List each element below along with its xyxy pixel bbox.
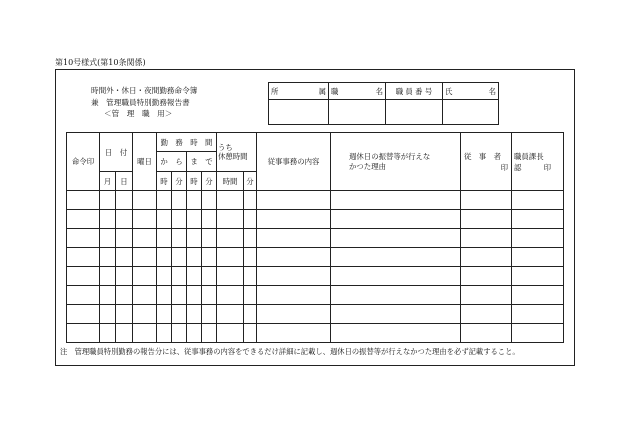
kara-fun-cell[interactable]	[172, 191, 187, 210]
made-ji-cell[interactable]	[187, 305, 202, 324]
kara-fun-cell[interactable]	[172, 324, 187, 343]
shozoku-label: 所 属	[269, 83, 329, 100]
tsuki-cell[interactable]	[100, 305, 116, 324]
jumu-naiyou-cell[interactable]	[257, 267, 331, 286]
made-ji-cell[interactable]	[187, 191, 202, 210]
kara-fun-cell[interactable]	[172, 229, 187, 248]
form-title-line3: ＜管 理 職 用＞	[104, 109, 173, 118]
tsuki-cell[interactable]	[100, 267, 116, 286]
kara-fun-header: 分	[172, 172, 187, 191]
kara-ji-cell[interactable]	[157, 248, 172, 267]
hi-cell[interactable]	[116, 229, 133, 248]
jujisha-in-cell[interactable]	[461, 210, 512, 229]
hi-cell[interactable]	[116, 267, 133, 286]
footnote: 注 管理職員特別勤務の報告分には、従事事務の内容をできるだけ詳細に記載し、週休日の振替等が行えなかつた理由を必ず記載すること。	[60, 347, 520, 356]
kara-ji-cell[interactable]	[157, 210, 172, 229]
made-fun-cell[interactable]	[202, 267, 217, 286]
table-row	[67, 248, 564, 267]
youbi-cell[interactable]	[133, 229, 157, 248]
jujisha-in-cell[interactable]	[461, 324, 512, 343]
kyukei-fun-cell[interactable]	[244, 267, 257, 286]
made-fun-header: 分	[202, 172, 217, 191]
made-ji-cell[interactable]	[187, 267, 202, 286]
table-row	[67, 305, 564, 324]
form-number: 第10号様式(第10条関係)	[55, 58, 146, 67]
table-row	[67, 324, 564, 343]
kacho-in-cell[interactable]	[512, 324, 564, 343]
main-table	[66, 132, 564, 343]
table-row	[67, 229, 564, 248]
furikae-riyu-cell[interactable]	[331, 324, 461, 343]
kyukei-jikan-cell[interactable]	[217, 305, 244, 324]
shimei-label: 氏 名	[443, 83, 499, 100]
kyukei-jikan-cell[interactable]	[217, 248, 244, 267]
made-fun-cell[interactable]	[202, 286, 217, 305]
hi-cell[interactable]	[116, 324, 133, 343]
furikae-riyu-cell[interactable]	[331, 191, 461, 210]
youbi-cell[interactable]	[133, 248, 157, 267]
made-ji-cell[interactable]	[187, 324, 202, 343]
meireiin-cell[interactable]	[67, 286, 100, 305]
kacho-in-cell[interactable]	[512, 248, 564, 267]
made-fun-cell[interactable]	[202, 248, 217, 267]
made-header: ま で	[187, 152, 217, 172]
kara-ji-cell[interactable]	[157, 229, 172, 248]
hi-cell[interactable]	[116, 210, 133, 229]
kara-fun-cell[interactable]	[172, 267, 187, 286]
kara-ji-cell[interactable]	[157, 267, 172, 286]
furikae-riyu-cell[interactable]	[331, 229, 461, 248]
kinmu-jikan-header: 勤 務 時 間	[157, 133, 217, 152]
jujisha-header: 従 事 者 印	[461, 133, 512, 191]
shokuin-bango-label: 職 員 番 号	[386, 83, 443, 100]
table-row	[67, 191, 564, 210]
hi-cell[interactable]	[116, 286, 133, 305]
kara-fun-cell[interactable]	[172, 248, 187, 267]
jumu-naiyou-cell[interactable]	[257, 324, 331, 343]
tsuki-cell[interactable]	[100, 286, 116, 305]
kacho-in-cell[interactable]	[512, 267, 564, 286]
hi-cell[interactable]	[116, 248, 133, 267]
jumu-naiyou-cell[interactable]	[257, 286, 331, 305]
kara-fun-cell[interactable]	[172, 286, 187, 305]
kyukei-jikan-cell[interactable]	[217, 210, 244, 229]
info-box	[268, 82, 499, 125]
hi-cell[interactable]	[116, 305, 133, 324]
form-title-line2: 兼 管理職員特別勤務報告書	[91, 98, 190, 107]
jumu-naiyou-cell[interactable]	[257, 305, 331, 324]
furikae-riyu-cell[interactable]	[331, 248, 461, 267]
shozoku-field[interactable]	[269, 100, 329, 125]
tsuki-cell[interactable]	[100, 324, 116, 343]
made-fun-cell[interactable]	[202, 210, 217, 229]
kara-fun-cell[interactable]	[172, 210, 187, 229]
kyukei-header: うち 休憩時間	[217, 133, 257, 172]
youbi-cell[interactable]	[133, 305, 157, 324]
tsuki-cell[interactable]	[100, 191, 116, 210]
furikae-riyu-header: 週休日の振替等が行えな かつた理由	[331, 133, 461, 191]
table-row	[67, 286, 564, 305]
kyukei-fun-cell[interactable]	[244, 248, 257, 267]
tsuki-cell[interactable]	[100, 210, 116, 229]
kyukei-fun-cell[interactable]	[244, 191, 257, 210]
meireiin-cell[interactable]	[67, 267, 100, 286]
kacho-in-cell[interactable]	[512, 191, 564, 210]
kara-ji-cell[interactable]	[157, 305, 172, 324]
youbi-header: 曜日	[133, 133, 157, 191]
kacho-in-cell[interactable]	[512, 286, 564, 305]
furikae-riyu-cell[interactable]	[331, 210, 461, 229]
kara-ji-cell[interactable]	[157, 191, 172, 210]
jujisha-in-cell[interactable]	[461, 267, 512, 286]
kara-ji-cell[interactable]	[157, 286, 172, 305]
kyukei-fun-cell[interactable]	[244, 229, 257, 248]
meireiin-cell[interactable]	[67, 305, 100, 324]
kyukei-jikan-cell[interactable]	[217, 267, 244, 286]
kyukei-fun-cell[interactable]	[244, 324, 257, 343]
made-ji-header: 時	[187, 172, 202, 191]
made-ji-cell[interactable]	[187, 229, 202, 248]
kyukei-jikan-cell[interactable]	[217, 286, 244, 305]
made-fun-cell[interactable]	[202, 324, 217, 343]
shokuin-bango-field[interactable]	[386, 100, 443, 125]
made-ji-cell[interactable]	[187, 248, 202, 267]
tsuki-cell[interactable]	[100, 248, 116, 267]
kara-ji-header: 時	[157, 172, 172, 191]
youbi-cell[interactable]	[133, 191, 157, 210]
tsuki-cell[interactable]	[100, 229, 116, 248]
shokumei-field[interactable]	[329, 100, 386, 125]
meireiin-cell[interactable]	[67, 324, 100, 343]
kyukei-jikan-cell[interactable]	[217, 229, 244, 248]
kara-fun-cell[interactable]	[172, 305, 187, 324]
furikae-riyu-cell[interactable]	[331, 305, 461, 324]
meireiin-cell[interactable]	[67, 210, 100, 229]
hizuke-header: 日 付	[100, 133, 133, 172]
shimei-field[interactable]	[443, 100, 499, 125]
jujisha-in-cell[interactable]	[461, 229, 512, 248]
furikae-riyu-cell[interactable]	[331, 267, 461, 286]
form-title-line1: 時間外・休日・夜間勤務命令簿	[91, 86, 198, 95]
kyukei-jikan-header: 時間	[217, 172, 244, 191]
kyukei-fun-cell[interactable]	[244, 286, 257, 305]
jujisha-in-cell[interactable]	[461, 248, 512, 267]
jumu-naiyou-cell[interactable]	[257, 229, 331, 248]
jujisha-in-cell[interactable]	[461, 286, 512, 305]
kacho-in-cell[interactable]	[512, 305, 564, 324]
jujisha-in-cell[interactable]	[461, 191, 512, 210]
youbi-cell[interactable]	[133, 210, 157, 229]
made-fun-cell[interactable]	[202, 191, 217, 210]
made-ji-cell[interactable]	[187, 210, 202, 229]
kyukei-fun-cell[interactable]	[244, 210, 257, 229]
youbi-cell[interactable]	[133, 267, 157, 286]
kacho-header: 職員課長 認 印	[512, 133, 564, 191]
made-ji-cell[interactable]	[187, 286, 202, 305]
shokumei-label: 職 名	[329, 83, 386, 100]
jumu-naiyou-cell[interactable]	[257, 248, 331, 267]
made-fun-cell[interactable]	[202, 305, 217, 324]
jumu-naiyou-cell[interactable]	[257, 210, 331, 229]
kacho-in-cell[interactable]	[512, 210, 564, 229]
jumu-naiyou-cell[interactable]	[257, 191, 331, 210]
youbi-cell[interactable]	[133, 324, 157, 343]
kara-header: か ら	[157, 152, 187, 172]
made-fun-cell[interactable]	[202, 229, 217, 248]
meireiin-cell[interactable]	[67, 229, 100, 248]
kacho-in-cell[interactable]	[512, 229, 564, 248]
meireiin-header: 命令印	[67, 133, 100, 191]
table-row	[67, 210, 564, 229]
youbi-cell[interactable]	[133, 286, 157, 305]
kara-ji-cell[interactable]	[157, 324, 172, 343]
furikae-riyu-cell[interactable]	[331, 286, 461, 305]
jumu-naiyou-header: 従事事務の内容	[257, 133, 331, 191]
hi-cell[interactable]	[116, 191, 133, 210]
hi-header: 日	[116, 172, 133, 191]
meireiin-cell[interactable]	[67, 191, 100, 210]
meireiin-cell[interactable]	[67, 248, 100, 267]
kyukei-jikan-cell[interactable]	[217, 191, 244, 210]
kyukei-jikan-cell[interactable]	[217, 324, 244, 343]
jujisha-in-cell[interactable]	[461, 305, 512, 324]
kyukei-fun-header: 分	[244, 172, 257, 191]
table-row	[67, 267, 564, 286]
tsuki-header: 月	[100, 172, 116, 191]
kyukei-fun-cell[interactable]	[244, 305, 257, 324]
